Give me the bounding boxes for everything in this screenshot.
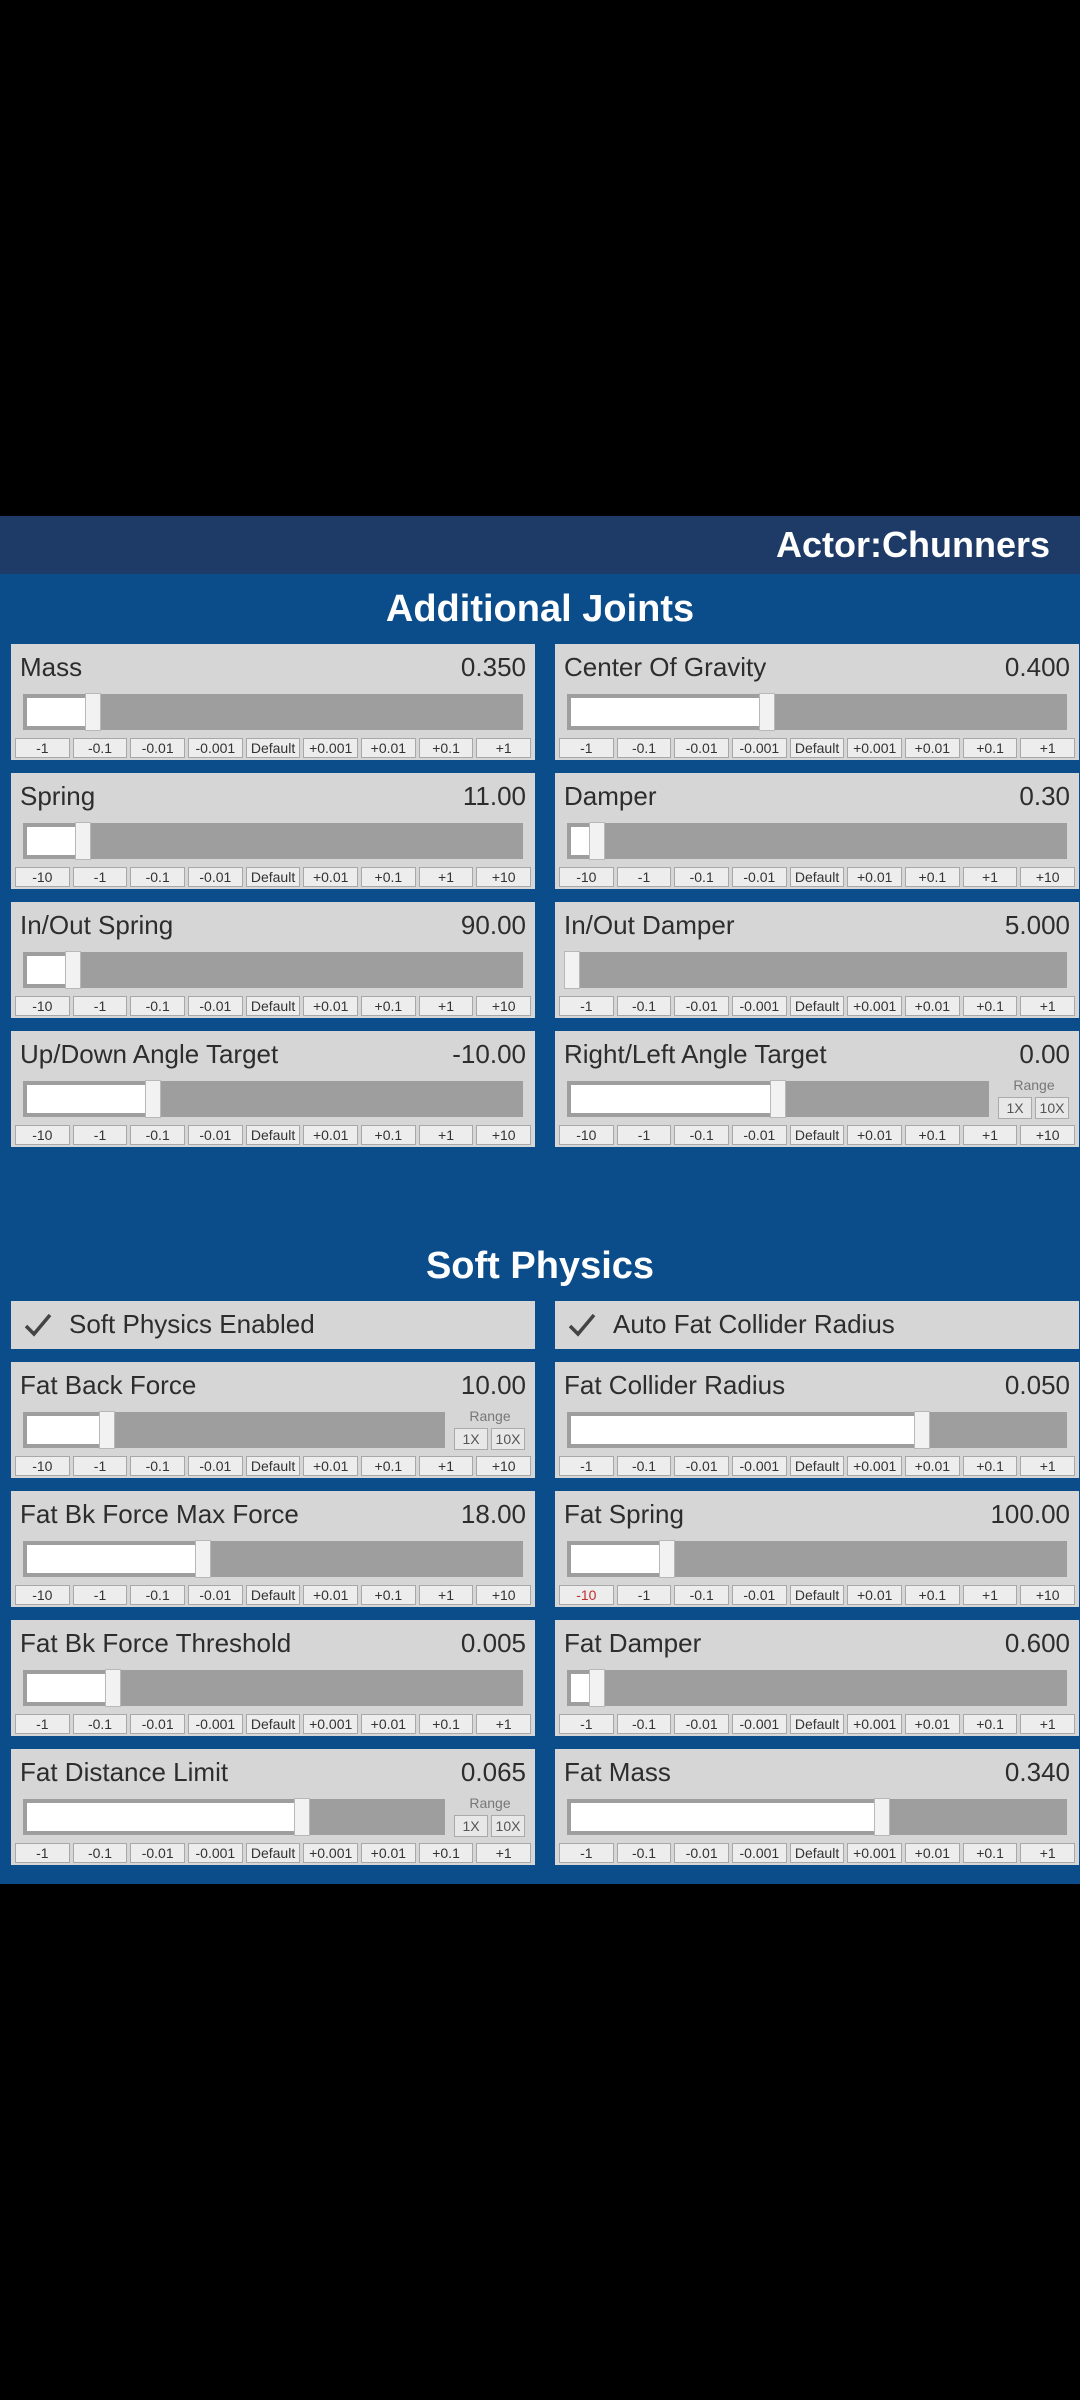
slider-track[interactable] [23, 1541, 523, 1577]
step-button[interactable]: +10 [476, 1125, 531, 1145]
slider-fat-spring [555, 1491, 1079, 1607]
slider-track[interactable] [23, 823, 523, 859]
soft-physics-grid [0, 1301, 1080, 1865]
actor-panel [0, 516, 1080, 1884]
slider-fill [27, 698, 93, 726]
range-1x-button[interactable]: 1X [454, 1428, 488, 1450]
slider-track[interactable] [23, 1799, 445, 1835]
step-button[interactable]: -10 [559, 1585, 614, 1605]
step-button[interactable]: -0.01 [674, 996, 729, 1016]
step-button[interactable]: -0.01 [188, 867, 243, 887]
step-button[interactable]: +0.1 [905, 1585, 960, 1605]
slider-track[interactable] [23, 952, 523, 988]
step-button[interactable]: Default [790, 996, 845, 1016]
slider-label: Fat Bk Force Threshold [20, 1628, 292, 1658]
slider-in-out-damper [555, 902, 1079, 1018]
step-button[interactable]: +1 [419, 996, 474, 1016]
slider-fill [27, 1085, 153, 1113]
step-button[interactable]: -10 [559, 867, 614, 887]
step-button[interactable]: -0.1 [617, 1843, 672, 1863]
step-button[interactable]: +0.01 [847, 867, 902, 887]
slider-value: 90.00 [460, 910, 526, 940]
toggle-label: Soft Physics Enabled [69, 1309, 315, 1339]
step-button[interactable]: Default [246, 1125, 301, 1145]
slider-fill [27, 1674, 113, 1702]
step-button[interactable]: -1 [73, 1125, 128, 1145]
step-button[interactable]: -1 [73, 1456, 128, 1476]
step-button[interactable]: -0.01 [674, 1714, 729, 1734]
step-button[interactable]: +1 [476, 1714, 531, 1734]
slider-fill [571, 1545, 667, 1573]
step-button[interactable]: Default [790, 738, 845, 758]
slider-track[interactable] [567, 823, 1067, 859]
step-button[interactable]: -1 [559, 1843, 614, 1863]
slider-handle[interactable] [589, 822, 605, 860]
step-button[interactable]: -10 [15, 867, 70, 887]
slider-value: 0.600 [1004, 1628, 1070, 1658]
slider-value: 11.00 [462, 781, 526, 811]
step-button[interactable]: +1 [963, 1585, 1018, 1605]
slider-handle[interactable] [759, 693, 775, 731]
range-label: Range [469, 1795, 511, 1811]
step-button[interactable]: -1 [15, 1714, 70, 1734]
joints-grid [0, 644, 1080, 1147]
slider-track[interactable] [23, 1081, 523, 1117]
step-button[interactable]: +0.1 [361, 1456, 416, 1476]
step-button[interactable]: +0.1 [963, 738, 1018, 758]
step-button[interactable]: +10 [1020, 867, 1075, 887]
slider-label: In/Out Spring [20, 910, 174, 940]
step-button[interactable]: -0.001 [732, 1456, 787, 1476]
slider-handle[interactable] [659, 1540, 675, 1578]
step-button[interactable]: -0.1 [130, 1456, 185, 1476]
slider-handle[interactable] [914, 1411, 930, 1449]
step-button[interactable]: -0.01 [130, 1843, 185, 1863]
slider-fat-collider-radius [555, 1362, 1079, 1478]
step-button[interactable]: -0.01 [188, 1585, 243, 1605]
step-button[interactable]: Default [790, 1843, 845, 1863]
step-button[interactable]: -1 [73, 867, 128, 887]
section-title: Soft Physics [425, 1245, 655, 1287]
slider-fill [571, 1416, 922, 1444]
step-button[interactable]: Default [246, 867, 301, 887]
slider-fat-back-force [11, 1362, 535, 1478]
slider-fill [571, 698, 767, 726]
slider-handle[interactable] [874, 1798, 890, 1836]
range-control [995, 1077, 1073, 1123]
section-header-additional-joints [0, 574, 1080, 644]
slider-label: Fat Mass [564, 1757, 671, 1787]
step-button[interactable]: -0.001 [732, 1714, 787, 1734]
slider-value: 0.340 [1004, 1757, 1070, 1787]
slider-label: Mass [20, 652, 83, 682]
step-button[interactable]: -1 [559, 1456, 614, 1476]
slider-value: 0.050 [1004, 1370, 1070, 1400]
slider-label: Fat Collider Radius [564, 1370, 786, 1400]
step-button[interactable]: +1 [1020, 996, 1075, 1016]
step-buttons [15, 1585, 531, 1605]
slider-mass [11, 644, 535, 760]
slider-track[interactable] [567, 952, 1067, 988]
slider-handle[interactable] [770, 1080, 786, 1118]
slider-value: 0.30 [1019, 781, 1070, 811]
step-button[interactable]: -0.01 [130, 738, 185, 758]
step-button[interactable]: +0.1 [361, 867, 416, 887]
step-button[interactable]: +0.1 [419, 1714, 474, 1734]
actor-title: Actor:Chunners [775, 524, 1050, 565]
step-button[interactable]: +0.1 [963, 1714, 1018, 1734]
step-button[interactable]: -0.1 [617, 1456, 672, 1476]
range-control [451, 1408, 529, 1454]
step-buttons [15, 738, 531, 758]
slider-track[interactable] [567, 1081, 989, 1117]
step-button[interactable]: +10 [476, 867, 531, 887]
step-button[interactable]: +1 [419, 1585, 474, 1605]
slider-handle[interactable] [589, 1669, 605, 1707]
step-button[interactable]: +0.01 [905, 996, 960, 1016]
slider-fat-mass [555, 1749, 1079, 1865]
slider-handle[interactable] [75, 822, 91, 860]
range-10x-button[interactable]: 10X [1035, 1097, 1069, 1119]
slider-handle[interactable] [105, 1669, 121, 1707]
step-button[interactable]: +10 [476, 1456, 531, 1476]
step-button[interactable]: Default [246, 1456, 301, 1476]
step-button[interactable]: +1 [476, 738, 531, 758]
toggle-auto-fat-collider-radius[interactable] [555, 1301, 1079, 1349]
title-bar [0, 516, 1080, 574]
step-button[interactable]: +0.01 [303, 867, 358, 887]
step-button[interactable]: -0.1 [73, 1843, 128, 1863]
step-button[interactable]: +10 [476, 996, 531, 1016]
step-button[interactable]: -1 [15, 1843, 70, 1863]
step-button[interactable]: +0.1 [361, 996, 416, 1016]
step-button[interactable]: -0.01 [188, 996, 243, 1016]
step-buttons [559, 1125, 1075, 1145]
step-button[interactable]: +0.01 [303, 1125, 358, 1145]
step-button[interactable]: -0.01 [188, 1456, 243, 1476]
step-button[interactable]: -0.1 [130, 1585, 185, 1605]
toggle-soft-physics-enabled[interactable] [11, 1301, 535, 1349]
section-title: Additional Joints [385, 588, 695, 630]
slider-track[interactable] [567, 1670, 1067, 1706]
slider-value: 0.00 [1019, 1039, 1070, 1069]
step-button[interactable]: +0.01 [905, 1843, 960, 1863]
step-button[interactable]: +0.001 [847, 996, 902, 1016]
step-button[interactable]: +0.1 [419, 738, 474, 758]
step-button[interactable]: -1 [73, 1585, 128, 1605]
range-label: Range [1013, 1077, 1055, 1093]
range-label: Range [469, 1408, 511, 1424]
range-1x-button[interactable]: 1X [454, 1815, 488, 1837]
step-button[interactable]: Default [246, 1843, 301, 1863]
slider-fat-distance-limit [11, 1749, 535, 1865]
step-button[interactable]: -0.1 [617, 996, 672, 1016]
step-button[interactable]: -0.01 [732, 867, 787, 887]
step-button[interactable]: Default [790, 867, 845, 887]
step-button[interactable]: +0.01 [905, 1714, 960, 1734]
step-button[interactable]: +0.01 [361, 738, 416, 758]
step-button[interactable]: Default [246, 1714, 301, 1734]
step-button[interactable]: Default [246, 738, 301, 758]
step-button[interactable]: -1 [559, 738, 614, 758]
step-button[interactable]: Default [790, 1125, 845, 1145]
slider-right-left-angle-target [555, 1031, 1079, 1147]
slider-fill [571, 1803, 882, 1831]
step-button[interactable]: -10 [15, 1456, 70, 1476]
step-button[interactable]: +1 [419, 1456, 474, 1476]
step-buttons [559, 867, 1075, 887]
step-button[interactable]: +0.01 [847, 1585, 902, 1605]
range-10x-button[interactable]: 10X [491, 1428, 525, 1450]
step-button[interactable]: +10 [1020, 1125, 1075, 1145]
step-button[interactable]: Default [790, 1714, 845, 1734]
slider-fill [571, 1085, 778, 1113]
step-button[interactable]: +0.001 [847, 1714, 902, 1734]
step-button[interactable]: -1 [559, 1714, 614, 1734]
step-buttons [559, 1585, 1075, 1605]
slider-fill [27, 1803, 302, 1831]
checkmark-icon[interactable] [21, 1309, 55, 1341]
slider-value: -10.00 [452, 1039, 526, 1069]
step-button[interactable]: +0.01 [303, 1456, 358, 1476]
step-button[interactable]: +0.01 [303, 996, 358, 1016]
step-button[interactable]: +0.1 [963, 1456, 1018, 1476]
step-button[interactable]: +10 [476, 1585, 531, 1605]
step-button[interactable]: -0.1 [674, 867, 729, 887]
step-button[interactable]: +0.1 [963, 996, 1018, 1016]
step-button[interactable]: +0.1 [963, 1843, 1018, 1863]
step-button[interactable]: +0.1 [419, 1843, 474, 1863]
step-button[interactable]: Default [790, 1585, 845, 1605]
slider-value: 0.065 [460, 1757, 526, 1787]
slider-handle[interactable] [99, 1411, 115, 1449]
step-button[interactable]: Default [790, 1456, 845, 1476]
step-button[interactable]: -0.1 [674, 1585, 729, 1605]
step-button[interactable]: +0.1 [361, 1125, 416, 1145]
step-button[interactable]: -1 [15, 738, 70, 758]
slider-value: 18.00 [460, 1499, 526, 1529]
step-button[interactable]: +0.1 [905, 867, 960, 887]
slider-label: Center Of Gravity [564, 652, 767, 682]
slider-handle[interactable] [564, 951, 580, 989]
step-button[interactable]: +1 [1020, 1843, 1075, 1863]
step-buttons [15, 1456, 531, 1476]
slider-handle[interactable] [195, 1540, 211, 1578]
step-button[interactable]: -0.001 [188, 1843, 243, 1863]
step-button[interactable]: +0.001 [847, 1456, 902, 1476]
step-button[interactable]: -0.001 [188, 738, 243, 758]
step-button[interactable]: -0.1 [130, 867, 185, 887]
slider-label: Spring [20, 781, 96, 811]
section-header-soft-physics [0, 1231, 1080, 1301]
step-buttons [559, 1456, 1075, 1476]
slider-label: Right/Left Angle Target [564, 1039, 827, 1069]
step-button[interactable]: -1 [617, 1125, 672, 1145]
step-button[interactable]: +1 [419, 867, 474, 887]
step-button[interactable]: -0.1 [73, 1714, 128, 1734]
step-button[interactable]: -1 [559, 996, 614, 1016]
range-control [451, 1795, 529, 1841]
step-button[interactable]: +1 [1020, 1456, 1075, 1476]
slider-label: Fat Distance Limit [20, 1757, 229, 1787]
slider-label: Fat Spring [564, 1499, 684, 1529]
slider-damper [555, 773, 1079, 889]
step-button[interactable]: -1 [617, 1585, 672, 1605]
step-buttons [559, 1843, 1075, 1863]
range-10x-button[interactable]: 10X [491, 1815, 525, 1837]
slider-spring [11, 773, 535, 889]
step-button[interactable]: -0.01 [188, 1125, 243, 1145]
slider-track[interactable] [567, 1412, 1067, 1448]
step-button[interactable]: -10 [559, 1125, 614, 1145]
slider-value: 0.350 [460, 652, 526, 682]
step-button[interactable]: Default [246, 996, 301, 1016]
step-button[interactable]: +1 [963, 867, 1018, 887]
step-button[interactable]: +0.001 [847, 738, 902, 758]
slider-handle[interactable] [65, 951, 81, 989]
slider-track[interactable] [23, 1670, 523, 1706]
slider-in-out-spring [11, 902, 535, 1018]
step-button[interactable]: -0.1 [617, 1714, 672, 1734]
step-buttons [559, 996, 1075, 1016]
slider-up-down-angle-target [11, 1031, 535, 1147]
step-button[interactable]: -10 [15, 996, 70, 1016]
slider-center-of-gravity [555, 644, 1079, 760]
step-button[interactable]: -0.1 [130, 1125, 185, 1145]
step-button[interactable]: -0.001 [732, 996, 787, 1016]
step-button[interactable]: +0.01 [361, 1714, 416, 1734]
slider-value: 100.00 [990, 1499, 1070, 1529]
step-button[interactable]: +0.01 [905, 738, 960, 758]
slider-track[interactable] [567, 1541, 1067, 1577]
step-button[interactable]: -0.1 [617, 738, 672, 758]
slider-fat-bk-force-threshold [11, 1620, 535, 1736]
step-buttons [15, 1714, 531, 1734]
slider-value: 5.000 [1004, 910, 1070, 940]
step-button[interactable]: +0.001 [303, 1714, 358, 1734]
step-button[interactable]: +0.001 [303, 1843, 358, 1863]
step-button[interactable]: -0.01 [732, 1125, 787, 1145]
step-button[interactable]: +1 [476, 1843, 531, 1863]
slider-track[interactable] [567, 694, 1067, 730]
slider-label: Fat Damper [564, 1628, 702, 1658]
step-button[interactable]: -0.01 [674, 1843, 729, 1863]
step-button[interactable]: +0.01 [361, 1843, 416, 1863]
slider-value: 10.00 [460, 1370, 526, 1400]
slider-value: 0.005 [460, 1628, 526, 1658]
slider-track[interactable] [23, 694, 523, 730]
step-button[interactable]: -0.001 [732, 738, 787, 758]
step-button[interactable]: -0.1 [130, 996, 185, 1016]
step-button[interactable]: -1 [617, 867, 672, 887]
slider-label: Fat Bk Force Max Force [20, 1499, 299, 1529]
slider-track[interactable] [23, 1412, 445, 1448]
step-buttons [559, 1714, 1075, 1734]
slider-value: 0.400 [1004, 652, 1070, 682]
step-button[interactable]: -0.1 [674, 1125, 729, 1145]
step-buttons [15, 1843, 531, 1863]
step-button[interactable]: -0.001 [732, 1843, 787, 1863]
step-button[interactable]: +0.01 [905, 1456, 960, 1476]
step-buttons [15, 996, 531, 1016]
slider-label: In/Out Damper [564, 910, 735, 940]
step-button[interactable]: -1 [73, 996, 128, 1016]
step-button[interactable]: +0.01 [303, 1585, 358, 1605]
step-button[interactable]: +0.1 [361, 1585, 416, 1605]
step-button[interactable]: +1 [1020, 1714, 1075, 1734]
step-button[interactable]: +0.1 [905, 1125, 960, 1145]
checkmark-icon[interactable] [565, 1309, 599, 1341]
toggle-label: Auto Fat Collider Radius [613, 1309, 895, 1339]
slider-fat-damper [555, 1620, 1079, 1736]
slider-label: Fat Back Force [20, 1370, 197, 1400]
step-buttons [15, 867, 531, 887]
range-1x-button[interactable]: 1X [998, 1097, 1032, 1119]
step-button[interactable]: -10 [15, 1125, 70, 1145]
step-button[interactable]: +0.001 [303, 738, 358, 758]
step-button[interactable]: -0.001 [188, 1714, 243, 1734]
slider-fill [27, 1545, 203, 1573]
slider-label: Damper [564, 781, 657, 811]
slider-label: Up/Down Angle Target [20, 1039, 279, 1069]
step-button[interactable]: -0.1 [73, 738, 128, 758]
slider-track[interactable] [567, 1799, 1067, 1835]
step-button[interactable]: -10 [15, 1585, 70, 1605]
step-button[interactable]: +1 [1020, 738, 1075, 758]
step-button[interactable]: -0.01 [732, 1585, 787, 1605]
step-button[interactable]: +1 [963, 1125, 1018, 1145]
slider-handle[interactable] [294, 1798, 310, 1836]
step-button[interactable]: +0.001 [847, 1843, 902, 1863]
step-button[interactable]: +1 [419, 1125, 474, 1145]
step-button[interactable]: +0.01 [847, 1125, 902, 1145]
step-button[interactable]: -0.01 [130, 1714, 185, 1734]
step-button[interactable]: -0.01 [674, 738, 729, 758]
step-button[interactable]: -0.01 [674, 1456, 729, 1476]
slider-handle[interactable] [145, 1080, 161, 1118]
slider-fat-bk-force-max-force [11, 1491, 535, 1607]
step-buttons [15, 1125, 531, 1145]
slider-fill [27, 1416, 107, 1444]
step-button[interactable]: +10 [1020, 1585, 1075, 1605]
step-button[interactable]: Default [246, 1585, 301, 1605]
slider-handle[interactable] [85, 693, 101, 731]
step-buttons [559, 738, 1075, 758]
